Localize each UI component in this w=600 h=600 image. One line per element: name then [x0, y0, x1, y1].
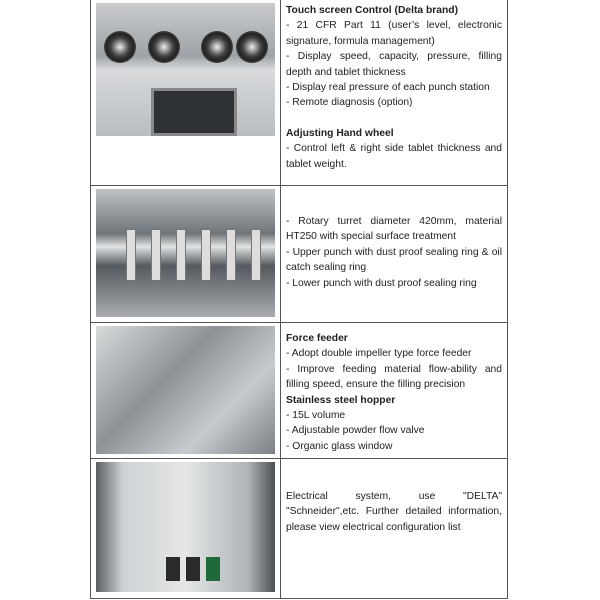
description-cell — [281, 459, 508, 599]
image-cell — [91, 186, 281, 323]
force-feeder-hopper-photo — [96, 326, 275, 454]
text-line: - Remote diagnosis (option) — [286, 97, 413, 109]
heading: Stainless steel hopper — [286, 394, 396, 406]
heading: Adjusting Hand wheel — [286, 127, 394, 139]
heading: Touch screen Control (Delta brand) — [286, 5, 459, 16]
text-line: - Rotary turret diameter 420mm, material HT250 with special surface treatment — [286, 216, 502, 243]
text-line: - Upper punch with dust proof sealing ring & oil catch sealing ring — [286, 246, 502, 274]
table-row — [91, 323, 508, 459]
image-cell — [91, 459, 281, 599]
text-line: - Display speed, capacity, pressure, filling depth and tablet thickness — [286, 51, 502, 78]
text-line: - Lower punch with dust proof sealing ring — [286, 277, 477, 289]
electrical-cabinet-photo — [96, 462, 275, 592]
description-cell — [281, 323, 508, 459]
rotary-turret-photo — [96, 189, 275, 317]
text-line: - 15L volume — [286, 410, 346, 422]
table-row — [91, 186, 508, 323]
text-line: - Adopt double impeller type force feeder — [286, 348, 472, 360]
text-line: - Control left & right side tablet thickness and tablet weight. — [286, 143, 502, 170]
text-line: - Improve feeding material flow-ability and filling speed, ensure the filling precision — [286, 363, 502, 391]
text-line: Electrical system, use "DELTA" "Schneider",etc. Further detailed information, please view electrical configuration list — [286, 491, 502, 533]
description-cell — [281, 186, 508, 323]
spacer — [286, 111, 502, 126]
image-cell — [91, 323, 281, 459]
table-row — [91, 459, 508, 599]
text-line: - Display real pressure of each punch station — [286, 82, 490, 94]
text-line: - Adjustable powder flow valve — [286, 425, 425, 437]
image-cell — [91, 0, 281, 186]
table-row — [91, 0, 508, 186]
touch-screen-control-panel-photo — [96, 3, 275, 136]
text-line: - Organic glass window — [286, 440, 393, 452]
spec-table — [90, 0, 508, 599]
text-line: - 21 CFR Part 11 (user’s level, electronic signature, formula management) — [286, 20, 502, 47]
heading: Force feeder — [286, 333, 348, 344]
description-cell — [281, 0, 508, 186]
